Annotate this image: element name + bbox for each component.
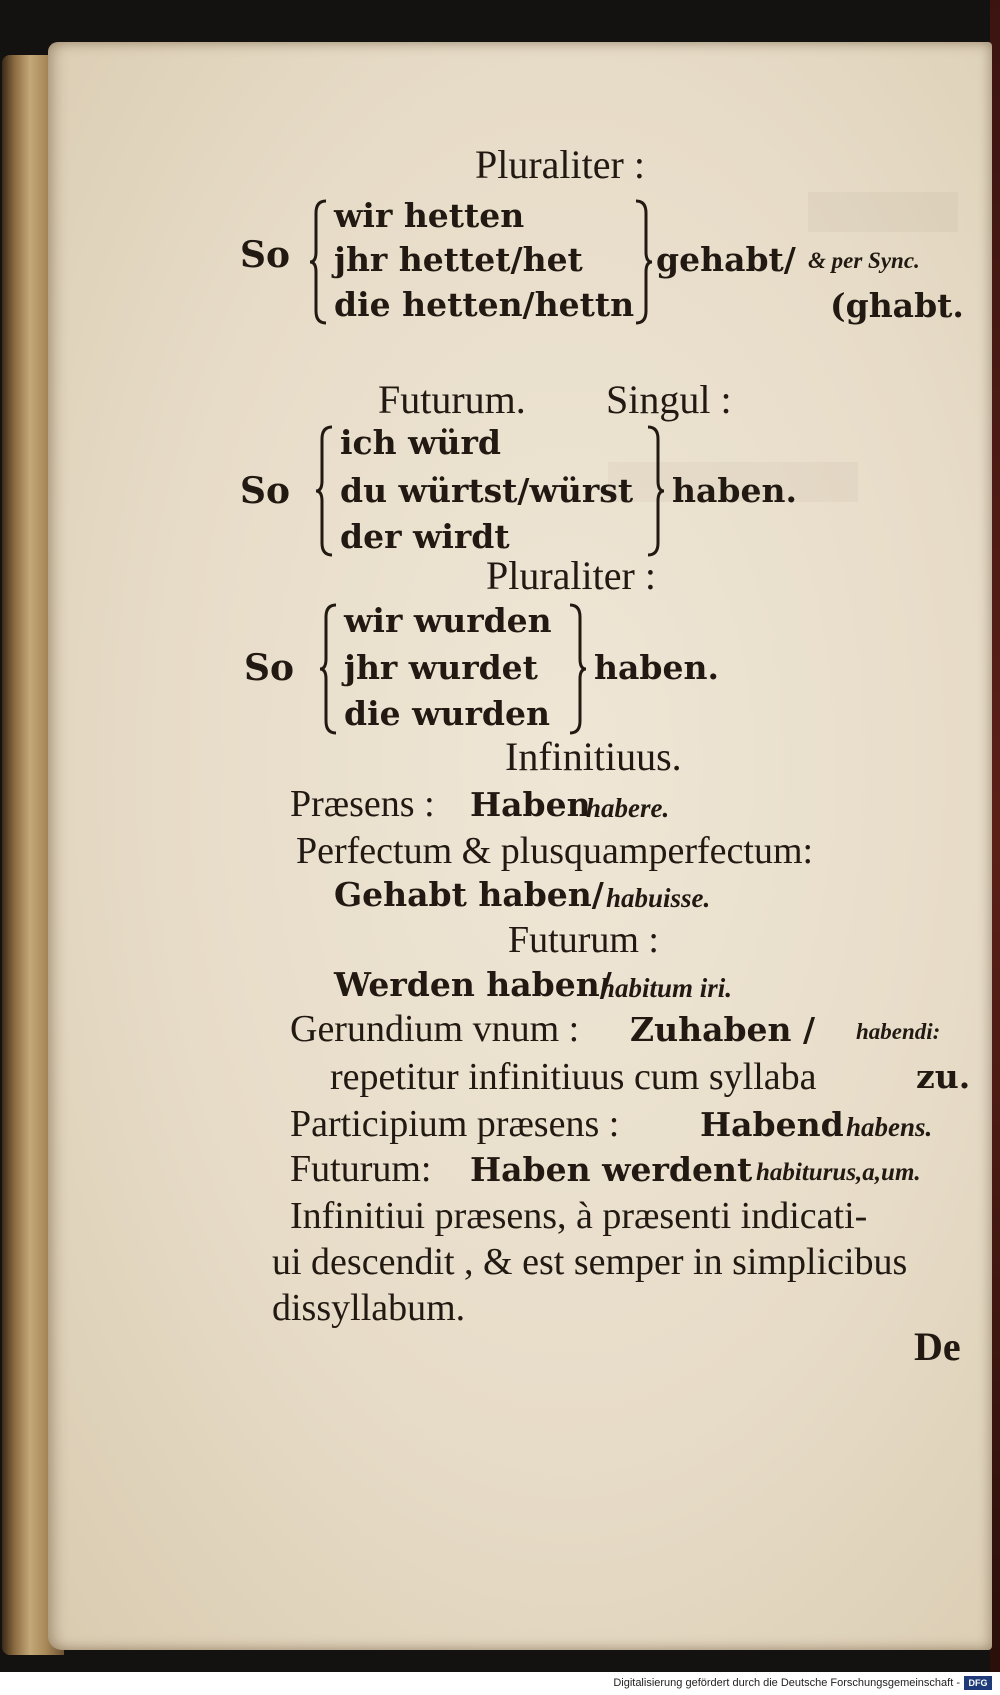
futurum-german: Werden haben/ bbox=[334, 965, 612, 1004]
dfg-logo: DFG bbox=[964, 1676, 992, 1690]
heading-pluraliter-1: Pluraliter : bbox=[475, 142, 645, 187]
conj-row-1-2: jhr hettet/het bbox=[334, 240, 583, 279]
paragraph-line-1: Infinitiui præsens, à præsenti indicati- bbox=[290, 1195, 868, 1237]
perfectum-latin: habuisse. bbox=[606, 883, 711, 913]
paragraph-line-2: ui descendit , & est semper in simplicibus bbox=[272, 1241, 908, 1283]
heading-futurum: Futurum. bbox=[378, 377, 526, 422]
gerund-latin: habendi: bbox=[856, 1019, 941, 1044]
participle-label: Participium præsens : bbox=[290, 1103, 620, 1145]
conj-row-1-1: wir hetten bbox=[334, 196, 525, 235]
left-brace-icon bbox=[308, 198, 330, 326]
heading-pluraliter-2: Pluraliter : bbox=[486, 553, 656, 598]
conj-row-2-1: ich würd bbox=[340, 423, 501, 462]
conj-row-2-3: der wirdt bbox=[340, 517, 510, 556]
bleed-through-smudge bbox=[808, 192, 958, 232]
gerund-line2: repetitur infinitiuus cum syllaba bbox=[330, 1056, 817, 1098]
right-brace-icon bbox=[644, 424, 666, 558]
participle-fut-label: Futurum: bbox=[290, 1148, 432, 1190]
conj-result-note-1: & per Sync. bbox=[808, 248, 920, 273]
left-brace-icon bbox=[318, 602, 340, 736]
conj-row-3-3: die wurden bbox=[344, 694, 550, 733]
left-brace-icon bbox=[314, 424, 336, 558]
participle-german: Habend bbox=[700, 1105, 844, 1144]
so-marker-1: So bbox=[240, 234, 291, 276]
gerund-line2-end: zu. bbox=[916, 1057, 971, 1096]
participle-fut-latin: habiturus,a,um. bbox=[756, 1159, 921, 1186]
conj-row-3-1: wir wurden bbox=[344, 601, 552, 640]
right-brace-icon bbox=[632, 198, 654, 326]
conj-row-1-3: die hetten/hettn bbox=[334, 285, 635, 324]
conj-row-3-2: jhr wurdet bbox=[344, 648, 538, 687]
praesens-latin: habere. bbox=[586, 793, 670, 823]
futurum-latin: habitum iri. bbox=[600, 973, 733, 1003]
gerund-label: Gerundium vnum : bbox=[290, 1008, 580, 1050]
right-brace-icon bbox=[566, 602, 588, 736]
heading-infinitiuus: Infinitiuus. bbox=[505, 734, 682, 779]
catchword: De bbox=[914, 1324, 961, 1369]
conj-result-3: haben. bbox=[594, 648, 719, 687]
perfectum-german: Gehabt haben/ bbox=[334, 875, 604, 914]
conj-row-2-2: du würtst/würst bbox=[340, 471, 634, 510]
futurum-heading: Futurum : bbox=[508, 919, 659, 961]
participle-fut-german: Haben werdent bbox=[470, 1150, 753, 1189]
so-marker-3: So bbox=[244, 647, 295, 689]
perfectum-label: Perfectum & plusquamperfectum: bbox=[296, 830, 814, 872]
conj-result-1: gehabt/ bbox=[656, 240, 796, 279]
footer-credit: Digitalisierung gefördert durch die Deutsche Forschungsgemeinschaft - bbox=[613, 1677, 960, 1689]
digitization-footer bbox=[0, 1672, 1000, 1695]
conj-result-alt-1: (ghabt. bbox=[830, 286, 964, 325]
participle-latin: habens. bbox=[846, 1112, 933, 1142]
conj-result-2: haben. bbox=[672, 471, 797, 510]
gerund-german: Zuhaben / bbox=[630, 1010, 816, 1049]
heading-singul: Singul : bbox=[606, 377, 732, 422]
so-marker-2: So bbox=[240, 470, 291, 512]
praesens-german: Haben bbox=[470, 785, 591, 824]
praesens-label: Præsens : bbox=[290, 783, 435, 825]
paragraph-line-3: dissyllabum. bbox=[272, 1287, 466, 1329]
